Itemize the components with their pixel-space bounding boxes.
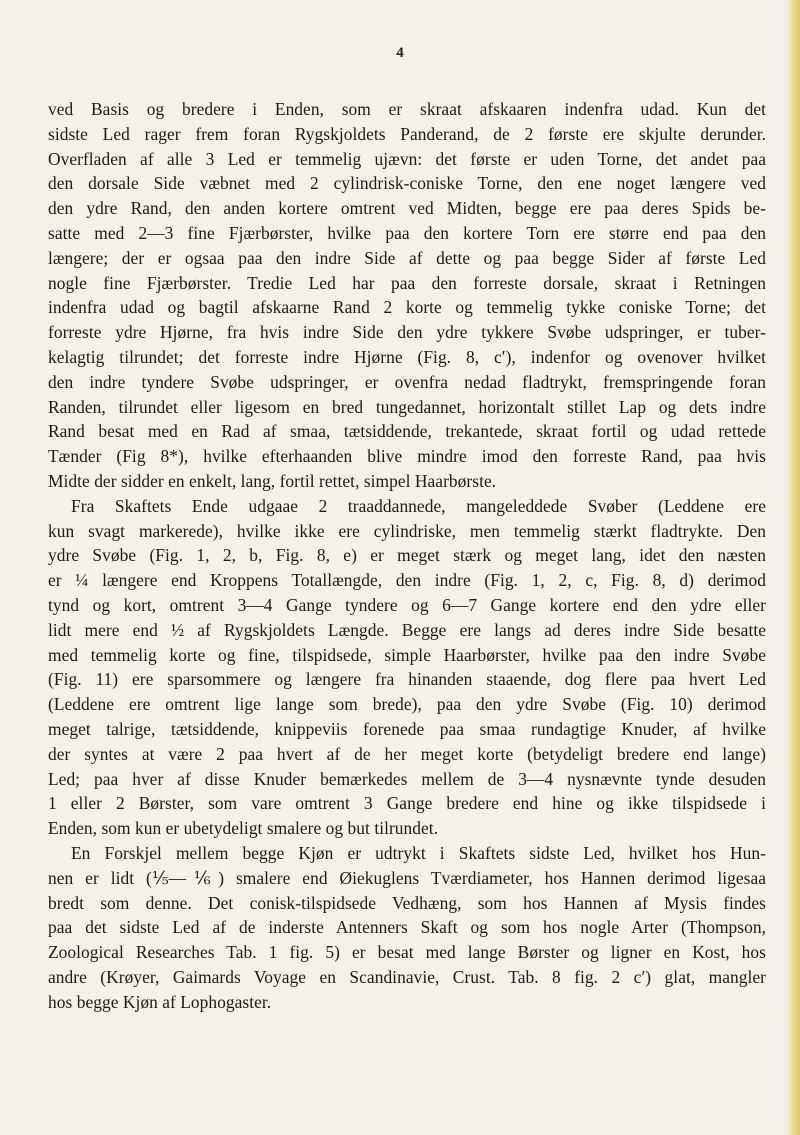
text-line: Midte der sidder en enkelt, lang, fortil rettet, simpel Haarbørste. [48, 470, 497, 491]
page-edge-discoloration [786, 0, 800, 1135]
text-line: satte med 2—3 fine Fjærbørster, hvilke paa den kortere Torn ere større end paa den [48, 222, 766, 243]
paragraph-1 [48, 97, 766, 494]
text-line: nen er lidt (⅕—⅙) smalere end Øiekuglens Tværdiameter, hos Hannen derimod ligesaa [48, 867, 766, 888]
text-line: En Forskjel mellem begge Kjøn er udtrykt i Skaftets sidste Led, hvilket hos Hun- [71, 842, 766, 863]
text-line: forreste ydre Hjørne, fra hvis indre Side den ydre tykkere Svøbe udspringer, er tuber- [48, 322, 766, 343]
text-line: den indre tyndere Svøbe udspringer, er ovenfra nedad fladtrykt, fremspringende foran [48, 371, 766, 392]
text-line: med temmelig korte og fine, tilspidsede, simple Haarbørster, hvilke paa den indre Svøbe [48, 644, 766, 665]
text-line: nogle fine Fjærbørster. Tredie Led har paa den forreste dorsale, skraat i Retningen [48, 272, 766, 293]
text-line: tynd og kort, omtrent 3—4 Gange tyndere og 6—7 Gange kortere end den ydre eller [48, 594, 766, 615]
text-line: den ydre Rand, den anden kortere omtrent ved Midten, begge ere paa deres Spids be- [48, 198, 766, 219]
text-line: hos begge Kjøn af Lophogaster. [48, 991, 272, 1012]
text-line: Enden, som kun er ubetydeligt smalere og but tilrundet. [48, 818, 439, 839]
text-line: kun svagt markerede), hvilke ikke ere cylindriske, men temmelig stærkt fladtrykte. Den [48, 520, 766, 541]
paragraph-3 [48, 841, 766, 1015]
text-line: der syntes at være 2 paa hvert af de her meget korte (betydeligt bredere end lange) [48, 743, 766, 764]
body-text [48, 97, 766, 1014]
text-line: sidste Led rager frem foran Rygskjoldets Panderand, de 2 første ere skjulte derunder. [48, 123, 766, 144]
text-line: paa det sidste Led af de inderste Antenners Skaft og som hos nogle Arter (Thompson, [48, 917, 766, 938]
text-line: Overfladen af alle 3 Led er temmelig ujævn: det første er uden Torne, det andet paa [48, 148, 766, 169]
text-line: indenfra udad og bagtil afskaarne Rand 2 korte og temmelig tykke coniske Torne; det [48, 297, 766, 318]
text-line: kelagtig tilrundet; det forreste indre Hjørne (Fig. 8, c′), indenfor og ovenover hvilket [48, 346, 766, 367]
text-line: andre (Krøyer, Gaimards Voyage en Scandinavie, Crust. Tab. 8 fig. 2 c′) glat, mangler [48, 966, 766, 987]
text-line: Tænder (Fig 8*), hvilke efterhaanden blive mindre imod den forreste Rand, paa hvis [48, 446, 766, 467]
text-line: (Leddene ere omtrent lige lange som brede), paa den ydre Svøbe (Fig. 10) derimod [48, 694, 766, 715]
text-line: Led; paa hver af disse Knuder bemærkedes mellem de 3—4 nysnævnte tynde desuden [48, 768, 766, 789]
text-line: er ¼ længere end Kroppens Totallængde, den indre (Fig. 1, 2, c, Fig. 8, d) derimod [48, 570, 766, 591]
text-line: (Fig. 11) ere sparsommere og længere fra hinanden staaende, dog flere paa hvert Led [48, 669, 766, 690]
text-line: Fra Skaftets Ende udgaae 2 traaddannede, mangeleddede Svøber (Leddene ere [71, 495, 766, 516]
text-line: Randen, tilrundet eller ligesom en bred tungedannet, horizontalt stillet Lap og dets indre [48, 396, 766, 417]
text-line: lidt mere end ½ af Rygskjoldets Længde. Begge ere langs ad deres indre Side besatte [48, 619, 766, 640]
text-line: Zoological Researches Tab. 1 fig. 5) er besat med lange Børster og ligner en Kost, hos [48, 942, 766, 963]
paragraph-2 [48, 494, 766, 841]
text-line: meget talrige, tætsiddende, knippeviis forenede paa smaa rundagtige Knuder, af hvilke [48, 718, 766, 739]
text-line: længere; der er ogsaa paa den indre Side af dette og paa begge Sider af første Led [48, 247, 766, 268]
text-line: ved Basis og bredere i Enden, som er skraat afskaaren indenfra udad. Kun det [48, 99, 766, 119]
text-line: den dorsale Side væbnet med 2 cylindrisk-coniske Torne, den ene noget længere ved [48, 173, 766, 194]
page-number: 4 [396, 45, 404, 61]
text-line: 1 eller 2 Børster, som vare omtrent 3 Gange bredere end hine og ikke tilspidsede i [48, 793, 766, 814]
text-line: bredt som denne. Det conisk-tilspidsede Vedhæng, som hos Hannen af Mysis findes [48, 892, 766, 913]
text-line: Rand besat med en Rad af smaa, tætsiddende, trekantede, skraat fortil og udad rettede [48, 421, 766, 442]
text-line: ydre Svøbe (Fig. 1, 2, b, Fig. 8, e) er meget stærk og meget lang, idet den næsten [48, 545, 766, 566]
